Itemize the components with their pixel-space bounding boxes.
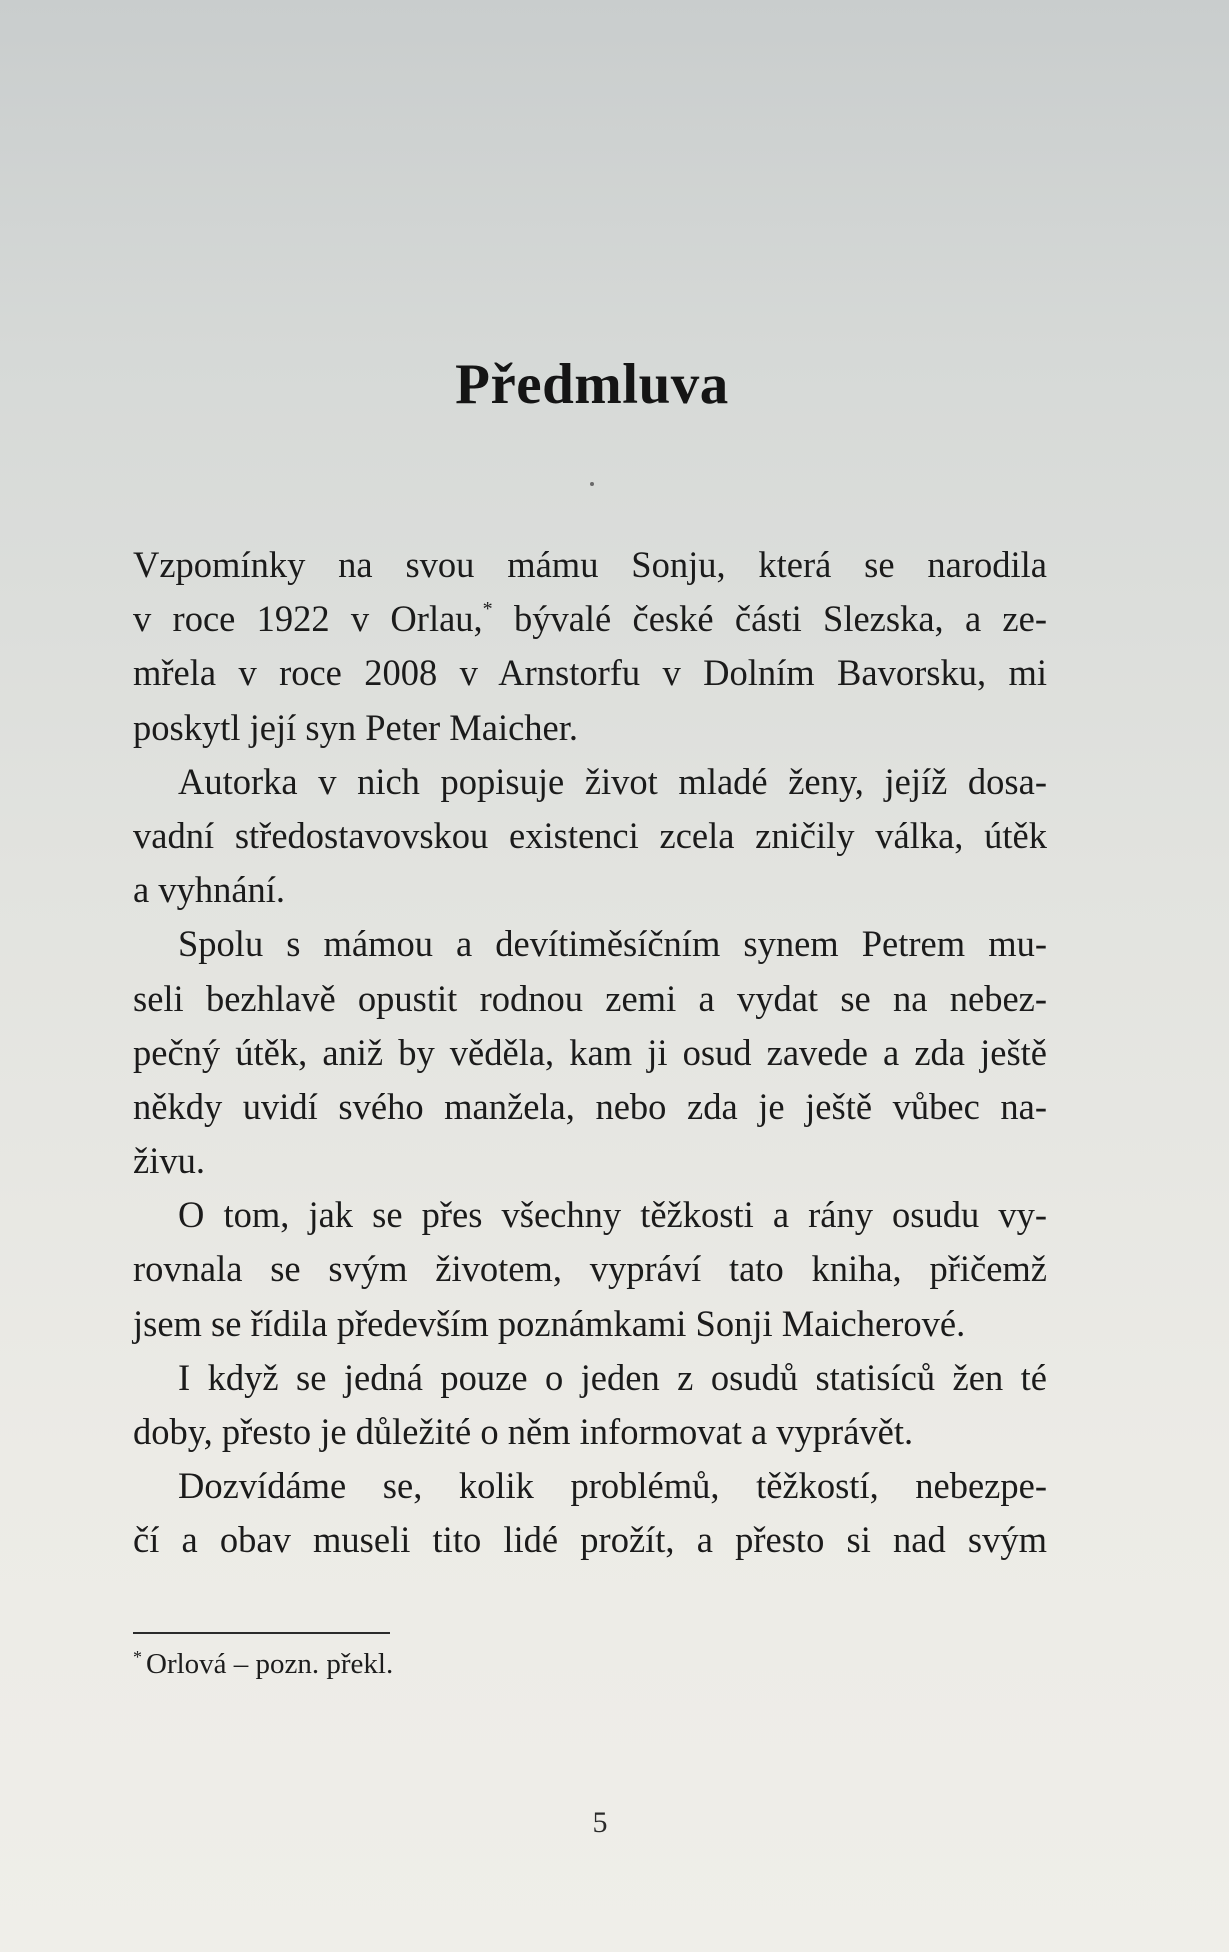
text-line: poskytl její syn Peter Maicher. (133, 706, 579, 748)
text-line: jsem se řídila především poznámkami Sonji Maicherové. (133, 1302, 966, 1344)
text-line: a vyhnání. (133, 869, 286, 911)
text-fragment: bývalé české části Slezska, a ze- (492, 598, 1047, 640)
text-line: O tom, jak se přes všechny těžkosti a rány osudu vy- (178, 1194, 1047, 1236)
footnote-divider (133, 1632, 390, 1634)
text-line: Dozvídáme se, kolik problémů, těžkostí, nebezpe- (178, 1465, 1047, 1507)
text-fragment: v roce 1922 v Orlau, (133, 598, 483, 640)
body-text (133, 538, 1047, 1568)
footnote-mark: * (133, 1647, 142, 1667)
text-line: mřela v roce 2008 v Arnstorfu v Dolním Bavorsku, mi (133, 652, 1047, 694)
text-line: čí a obav museli tito lidé prožít, a přesto si nad svým (133, 1519, 1047, 1561)
text-line: I když se jedná pouze o jeden z osudů statisíců žen té (178, 1356, 1047, 1398)
footnote-text: Orlová – pozn. překl. (146, 1648, 394, 1680)
text-line: Autorka v nich popisuje život mladé ženy, jejíž dosa- (178, 760, 1047, 802)
text-line (133, 592, 1047, 646)
page-number: 5 (592, 1806, 608, 1839)
text-line: seli bezhlavě opustit rodnou zemi a vydat se na nebez- (133, 977, 1047, 1019)
text-line: doby, přesto je důležité o něm informovat a vyprávět. (133, 1411, 914, 1452)
chapter-title: Předmluva (455, 353, 729, 416)
text-line: Spolu s mámou a devítiměsíčním synem Petrem mu- (178, 923, 1047, 965)
text-line: pečný útěk, aniž by věděla, kam ji osud zavede a zda ještě (133, 1031, 1047, 1073)
footnote-marker: * (482, 598, 493, 621)
text-line: Vzpomínky na svou mámu Sonju, která se narodila (133, 544, 1047, 585)
text-line: někdy uvidí svého manžela, nebo zda je ještě vůbec na- (133, 1085, 1047, 1127)
text-line: živu. (133, 1140, 205, 1182)
text-line: rovnala se svým životem, vypráví tato kniha, přičemž (133, 1248, 1047, 1290)
ornament-dot (590, 482, 594, 486)
text-line: vadní středostavovskou existenci zcela zničily válka, útěk (133, 814, 1047, 856)
footnote (133, 1647, 393, 1681)
